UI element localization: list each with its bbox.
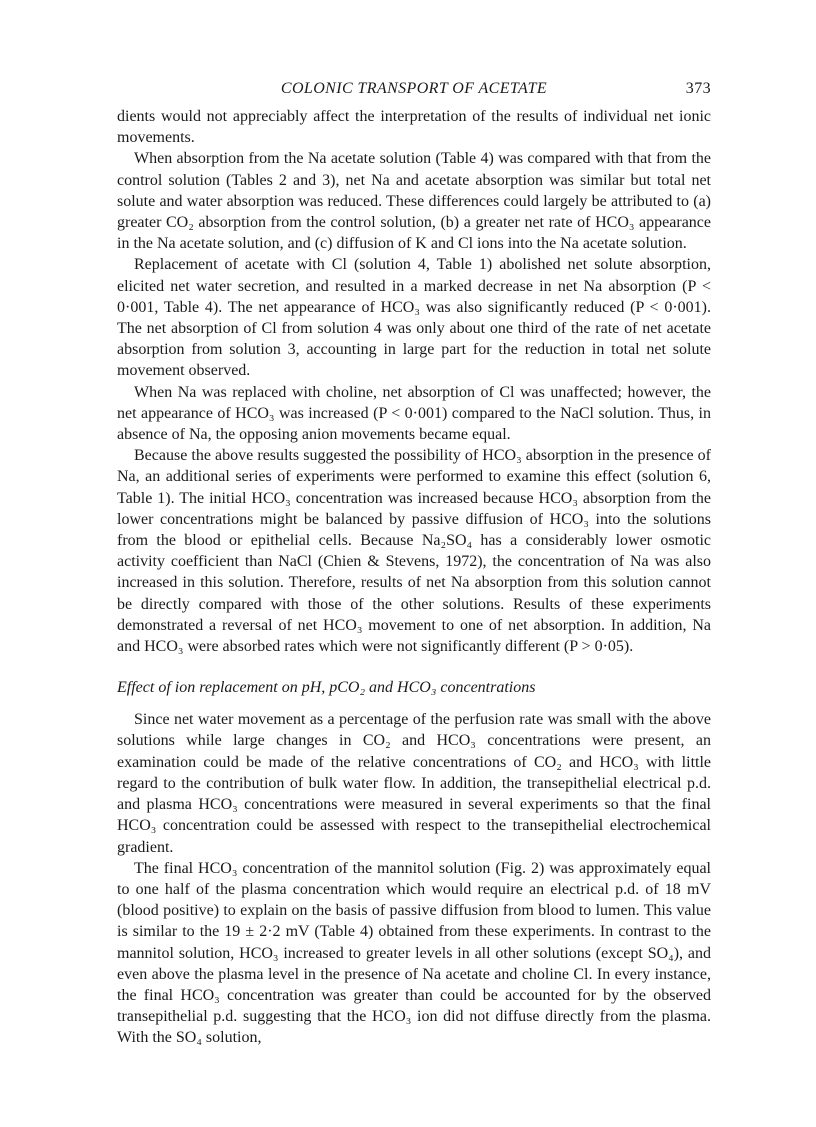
running-header [117,80,711,106]
page-number: 373 [685,80,711,97]
paragraph: When absorption from the Na acetate solution (Table 4) was compared with that from the control solution (Tables 2 and 3), net Na and acetate absorption was similar but total net solute and water absorption was reduced. These differences could largely be attributed to (a) greater CO₂ absorption from the control solution, (b) a greater net rate of HCO₃ appearance in the Na acetate solution, and (c) diffusion of K and Cl ions into the Na acetate solution. [117,150,711,253]
section-heading: Effect of ion replacement on pH, pCO₂ and HCO₃ concentrations [117,679,536,697]
paragraph: The final HCO₃ concentration of the mannitol solution (Fig. 2) was approximately equal to one half of the plasma concentration which would require an electrical p.d. of 18 mV (blood positive) to explain on the basis of passive diffusion from blood to lumen. This value is similar to the 19 ± 2·2 mV (Table 4) obtained from these experiments. In contrast to the mannitol solution, HCO₃ increased to greater levels in all other solutions (except SO₄), and even above the plasma level in the presence of Na acetate and choline Cl. In every instance, the final HCO₃ concentration was greater than could be accounted for by the observed transepithelial p.d. suggesting that the HCO₃ ion did not diffuse directly from the plasma. With the SO₄ solution, [117,859,711,1047]
paragraph: Replacement of acetate with Cl (solution 4, Table 1) abolished net solute absorption, elicited net water secretion, and resulted in a marked decrease in net Na absorption (P < 0·001, Table 4). The net appearance of HCO₃ was also significantly reduced (P < 0·001). The net absorption of Cl from solution 4 was only about one third of the rate of net acetate absorption from solution 3, accounting in large part for the reduction in total net solute movement observed. [117,256,711,380]
paragraph: Since net water movement as a percentage of the perfusion rate was small with the above solutions while large changes in CO₂ and HCO₃ concentrations were present, an examination could be made of the relative concentrations of CO₂ and HCO₃ with little regard to the contribution of bulk water flow. In addition, the transepithelial electrical p.d. and plasma HCO₃ concentrations were measured in several experiments so that the final HCO₃ concentration could be assessed with respect to the transepithelial electrochemical gradient. [117,711,711,856]
paragraph-continuation: dients would not appreciably affect the interpretation of the results of individual net ionic movements. [117,108,711,147]
body-text [117,106,711,1049]
paragraph: When Na was replaced with choline, net absorption of Cl was unaffected; however, the net appearance of HCO₃ was increased (P < 0·001) compared to the NaCl solution. Thus, in absence of Na, the opposing anion movements became equal. [117,383,711,444]
running-title: COLONIC TRANSPORT OF ACETATE [280,80,548,97]
paragraph: Because the above results suggested the possibility of HCO₃ absorption in the presence of Na, an additional series of experiments were performed to examine this effect (solution 6, Table 1). The initial HCO₃ concentration was increased because HCO₃ absorption from the lower concentrations might be balanced by passive diffusion of HCO₃ into the solutions from the blood or epithelial cells. Because Na₂SO₄ has a considerably lower osmotic activity coefficient than NaCl (Chien & Stevens, 1972), the concentration of Na was also increased in this solution. Therefore, results of net Na absorption from this solution cannot be directly compared with those of the other solutions. Results of these experiments demonstrated a reversal of net HCO₃ movement to one of net absorption. In addition, Na and HCO₃ were absorbed rates which were not significantly different (P > 0·05). [117,447,711,656]
page [117,80,711,1049]
